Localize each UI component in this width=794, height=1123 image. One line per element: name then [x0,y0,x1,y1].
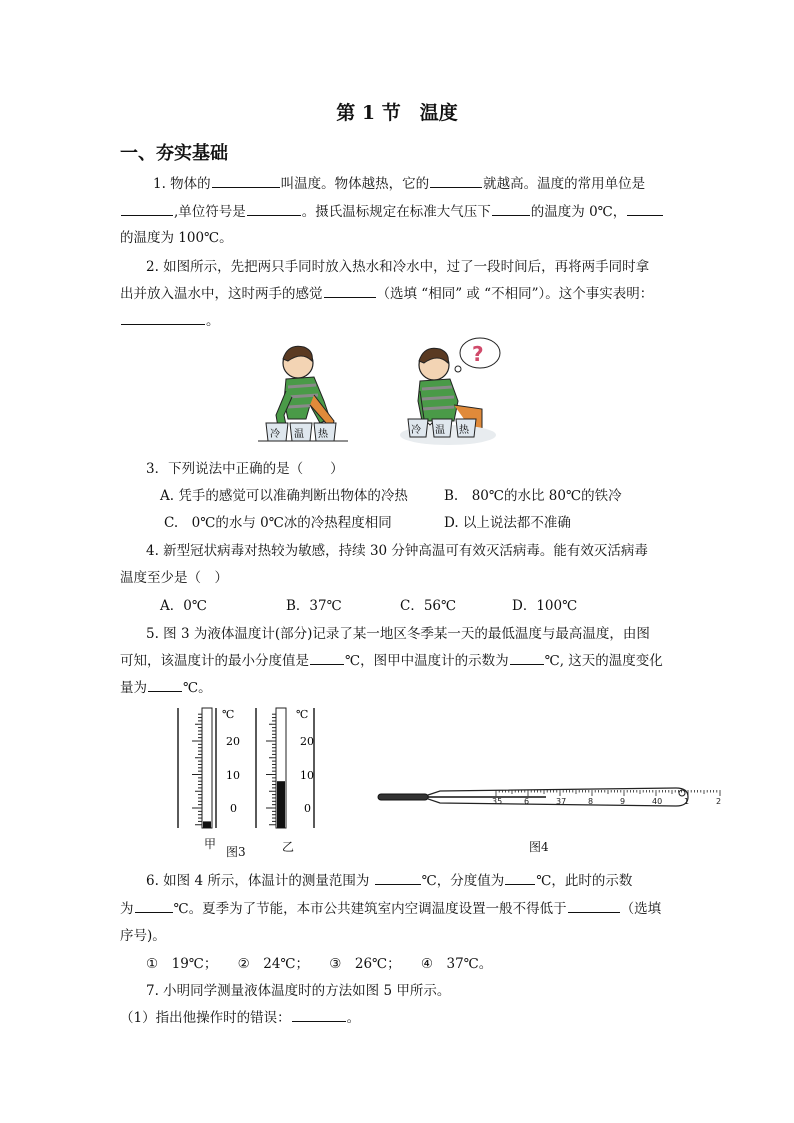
q5-line2: 可知，该温度计的最小分度值是 ℃，图甲中温度计的示数为 ℃, 这天的温度变化 [120,653,663,669]
q4-option-b: B．37℃ [286,598,342,614]
figure-3-thermometers [170,700,320,860]
figure-4-caption: 图4 [529,840,549,854]
unit-label-yi: ℃ [296,708,309,721]
basin-hot-label-2: 热 [459,425,469,436]
scale-label: 35 [492,797,503,806]
q4-line2: 温度至少是（ ） [120,570,228,586]
q2-line2: 出并放入温水中，这时两手的感觉 （选填 “相同” 或 “不相同”）。这个事实表明： [120,286,654,302]
person-left [276,346,334,435]
thermometer-yi [256,708,314,828]
scale-label: 6 [524,797,530,806]
scale-label: 8 [588,797,594,806]
q3-stem: 3．下列说法中正确的是（ ） [146,461,344,477]
mercury-column-jia [203,821,211,828]
q1-line3: 的温度为 100℃。 [120,230,233,246]
basin-cold-label-2: 冷 [411,425,421,436]
hands-in-water-figure [258,335,508,447]
q6-line1: 6. 如图 4 所示，体温计的测量范围为 ℃，分度值为 ℃，此时的示数 [146,873,633,889]
tick-label-yi-20: 20 [300,735,314,748]
q2-line1: 2. 如图所示，先把两只手同时放入热水和冷水中，过了一段时间后，再将两手同时拿 [146,259,650,275]
q7-line1: 7. 小明同学测量液体温度时的方法如图 5 甲所示。 [146,983,451,999]
q3-option-b: B. 80℃的水比 80℃的铁冷 [444,488,622,504]
q6-line2: 为 ℃。夏季为了节能，本市公共建筑室内空调温度设置一般不得低于 （选填 [120,901,662,917]
basins-left [258,423,348,441]
q3-option-c: C. 0℃的水与 0℃冰的冷热程度相同 [164,515,392,531]
label-yi: 乙 [282,840,295,854]
page-title: 第 1 节 温度 [336,102,458,124]
basin-hot-label: 热 [318,429,328,440]
q4-option-c: C．56℃ [400,598,457,614]
tick-label-yi-0: 0 [304,802,311,815]
question-mark-icon: ? [472,342,484,366]
basin-warm-label-2: 温 [435,425,445,436]
tick-label-jia-10: 10 [226,769,240,782]
q4-line1: 4. 新型冠状病毒对热较为敏感，持续 30 分钟高温可有效灭活病毒。能有效灭活病毒 [146,543,648,559]
scale-label: 40 [652,797,663,806]
section-heading: 一、夯实基础 [120,143,228,164]
figure-4-clinical-thermometer [376,780,722,814]
scale-label: 9 [620,797,626,806]
figure-3-caption: 图3 [226,845,246,859]
scale-label: 37 [556,797,567,806]
thought-bubble [455,338,500,372]
q5-line1: 5. 图 3 为液体温度计(部分)记录了某一地区冬季某一天的最低温度与最高温度，由图 [146,626,650,642]
scale-label: 1 [684,797,690,806]
scale-label: 2 [716,797,722,806]
tick-label-jia-20: 20 [226,735,240,748]
q2-line3: 。 [120,312,220,330]
basin-warm-label: 温 [294,429,304,440]
q3-option-d: D. 以上说法都不准确 [444,515,571,531]
label-jia: 甲 [204,837,217,851]
basin-cold-label: 冷 [270,429,280,440]
q3-option-a: A. 凭手的感觉可以准确判断出物体的冷热 [160,488,408,504]
thermometer-jia [178,708,240,828]
q4-option-d: D．100℃ [512,598,578,614]
q5-line3: 量为 ℃。 [120,680,212,696]
q1-line1: 1. 物体的 叫温度。物体越热，它的 就越高。温度的常用单位是 [153,176,646,192]
tick-label-yi-10: 10 [300,769,314,782]
q6-line3: 序号)。 [120,928,166,944]
q4-option-a: A．0℃ [160,598,207,614]
q6-options: ① 19℃； ② 24℃； ③ 26℃； ④ 37℃。 [146,956,493,972]
q7-part1: （1）指出他操作时的错误： 。 [120,1010,361,1026]
tick-label-jia-0: 0 [230,802,237,815]
q1-line2: ,单位符号是 。摄氏温标规定在标准大气压下 的温度为 0℃， [120,203,664,221]
mercury-column-yi [277,781,285,828]
unit-label-jia: ℃ [222,708,235,721]
